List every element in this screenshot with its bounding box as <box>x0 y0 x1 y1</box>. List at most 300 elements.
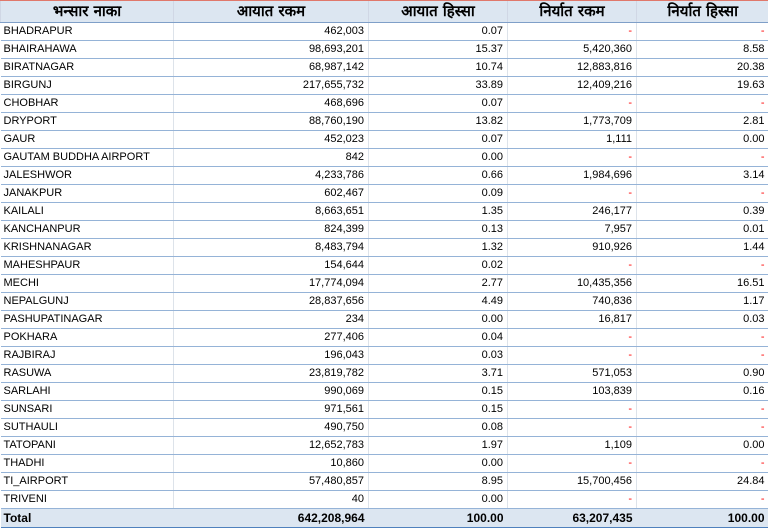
cell-import-amount[interactable] <box>174 401 369 419</box>
customs-point-name: GAUTAM BUDDHA AIRPORT <box>4 151 150 163</box>
table-row <box>1 203 768 221</box>
cell-value: 0.04 <box>482 331 503 343</box>
cell-import-share[interactable] <box>369 131 508 149</box>
cell-value: 3.14 <box>743 169 764 181</box>
cell-import-share[interactable] <box>369 95 508 113</box>
cell-export-amount[interactable] <box>508 383 637 401</box>
table-row <box>1 167 768 185</box>
cell-import-amount[interactable] <box>174 41 369 59</box>
cell-customs-point[interactable] <box>1 41 174 59</box>
cell-export-share[interactable] <box>637 419 768 437</box>
table-row <box>1 293 768 311</box>
cell-import-amount[interactable] <box>174 365 369 383</box>
table-row <box>1 77 768 95</box>
cell-import-amount[interactable] <box>174 149 369 167</box>
cell-export-share[interactable] <box>637 185 768 203</box>
cell-import-amount[interactable] <box>174 473 369 491</box>
cell-value: 33.89 <box>475 79 503 91</box>
cell-import-amount[interactable] <box>174 275 369 293</box>
total-export-amount[interactable]: 63,207,435 <box>508 509 637 528</box>
cell-value: 1.97 <box>482 439 503 451</box>
cell-value: 0.00 <box>482 313 503 325</box>
table-row <box>1 311 768 329</box>
customs-point-name: POKHARA <box>4 331 58 343</box>
table-row <box>1 347 768 365</box>
cell-import-share[interactable] <box>369 491 508 509</box>
cell-value: 196,043 <box>324 349 364 361</box>
cell-value: 19.63 <box>737 79 765 91</box>
header-import-amount[interactable]: आयात रकम <box>174 1 369 23</box>
cell-import-share[interactable] <box>369 311 508 329</box>
cell-value: 28,837,656 <box>309 295 364 307</box>
cell-value: 1,109 <box>604 439 632 451</box>
cell-export-share[interactable] <box>637 311 768 329</box>
cell-import-amount[interactable] <box>174 257 369 275</box>
cell-export-amount[interactable] <box>508 167 637 185</box>
cell-import-share[interactable] <box>369 437 508 455</box>
cell-value: 462,003 <box>324 25 364 37</box>
cell-export-share[interactable] <box>637 491 768 509</box>
cell-value: 842 <box>346 151 364 163</box>
cell-customs-point[interactable] <box>1 203 174 221</box>
cell-export-share[interactable] <box>637 59 768 77</box>
cell-export-amount[interactable] <box>508 473 637 491</box>
cell-value: 571,053 <box>592 367 632 379</box>
cell-import-amount[interactable] <box>174 491 369 509</box>
cell-export-amount[interactable] <box>508 437 637 455</box>
cell-export-amount[interactable] <box>508 113 637 131</box>
cell-value: 246,177 <box>592 205 632 217</box>
cell-value: 8.95 <box>482 475 503 487</box>
cell-import-share[interactable] <box>369 293 508 311</box>
cell-customs-point[interactable] <box>1 131 174 149</box>
total-import-share[interactable]: 100.00 <box>369 509 508 528</box>
customs-point-name: PASHUPATINAGAR <box>4 313 103 325</box>
cell-customs-point[interactable] <box>1 329 174 347</box>
cell-value: 3.71 <box>482 367 503 379</box>
customs-point-name: DRYPORT <box>4 115 57 127</box>
cell-customs-point[interactable] <box>1 491 174 509</box>
header-row <box>1 1 768 23</box>
cell-export-amount[interactable] <box>508 23 637 41</box>
cell-export-amount[interactable] <box>508 59 637 77</box>
customs-point-name: RASUWA <box>4 367 52 379</box>
cell-export-share[interactable] <box>637 293 768 311</box>
customs-point-name: KRISHNANAGAR <box>4 241 92 253</box>
table-row <box>1 473 768 491</box>
cell-value: 16.51 <box>737 277 765 289</box>
cell-value: 8,483,794 <box>315 241 364 253</box>
cell-value: 0.90 <box>743 367 764 379</box>
customs-point-name: NEPALGUNJ <box>4 295 69 307</box>
cell-import-share[interactable] <box>369 329 508 347</box>
table-row <box>1 113 768 131</box>
cell-value: 0.09 <box>482 187 503 199</box>
table-row <box>1 491 768 509</box>
cell-export-amount[interactable] <box>508 347 637 365</box>
table-row <box>1 383 768 401</box>
cell-value: 910,926 <box>592 241 632 253</box>
cell-value: - <box>761 457 765 469</box>
cell-value: - <box>761 259 765 271</box>
cell-value: 2.77 <box>482 277 503 289</box>
cell-export-share[interactable] <box>637 77 768 95</box>
header-export-share[interactable]: निर्यात हिस्सा <box>637 1 768 23</box>
cell-customs-point[interactable] <box>1 23 174 41</box>
table-row <box>1 185 768 203</box>
cell-value: 13.82 <box>475 115 503 127</box>
cell-import-share[interactable] <box>369 59 508 77</box>
cell-import-amount[interactable] <box>174 167 369 185</box>
cell-value: - <box>628 151 632 163</box>
cell-value: - <box>761 421 765 433</box>
cell-export-share[interactable] <box>637 113 768 131</box>
cell-import-amount[interactable] <box>174 311 369 329</box>
cell-value: 154,644 <box>324 259 364 271</box>
cell-export-share[interactable] <box>637 437 768 455</box>
cell-import-share[interactable] <box>369 419 508 437</box>
header-export-amount[interactable]: निर्यात रकम <box>508 1 637 23</box>
cell-export-share[interactable] <box>637 329 768 347</box>
customs-point-name: MECHI <box>4 277 39 289</box>
cell-value: - <box>628 421 632 433</box>
table-row <box>1 239 768 257</box>
cell-value: 0.00 <box>482 457 503 469</box>
cell-import-amount[interactable] <box>174 131 369 149</box>
cell-export-share[interactable] <box>637 131 768 149</box>
customs-point-name: TATOPANI <box>4 439 56 451</box>
cell-import-amount[interactable] <box>174 203 369 221</box>
cell-value: 602,467 <box>324 187 364 199</box>
cell-customs-point[interactable] <box>1 401 174 419</box>
cell-customs-point[interactable] <box>1 149 174 167</box>
cell-value: 0.01 <box>743 223 764 235</box>
cell-import-share[interactable] <box>369 401 508 419</box>
cell-value: 17,774,094 <box>309 277 364 289</box>
cell-customs-point[interactable] <box>1 185 174 203</box>
cell-value: 452,023 <box>324 133 364 145</box>
cell-export-share[interactable] <box>637 167 768 185</box>
cell-value: 0.02 <box>482 259 503 271</box>
customs-point-name: BIRGUNJ <box>4 79 52 91</box>
cell-export-amount[interactable] <box>508 311 637 329</box>
customs-point-name: RAJBIRAJ <box>4 349 56 361</box>
cell-export-amount[interactable] <box>508 419 637 437</box>
customs-point-name: BHADRAPUR <box>4 25 73 37</box>
table-row <box>1 59 768 77</box>
cell-import-share[interactable] <box>369 203 508 221</box>
cell-customs-point[interactable] <box>1 473 174 491</box>
table-row <box>1 437 768 455</box>
cell-import-amount[interactable] <box>174 23 369 41</box>
cell-value: 0.13 <box>482 223 503 235</box>
cell-value: 971,561 <box>324 403 364 415</box>
table-row <box>1 365 768 383</box>
cell-value: - <box>628 97 632 109</box>
cell-customs-point[interactable] <box>1 257 174 275</box>
cell-value: - <box>628 25 632 37</box>
header-customs-point[interactable]: भन्सार नाका <box>1 1 174 23</box>
cell-value: - <box>761 349 765 361</box>
cell-export-amount[interactable] <box>508 365 637 383</box>
cell-customs-point[interactable] <box>1 311 174 329</box>
table-row <box>1 257 768 275</box>
cell-value: 990,069 <box>324 385 364 397</box>
cell-value: 16,817 <box>598 313 632 325</box>
cell-export-share[interactable] <box>637 239 768 257</box>
cell-export-amount[interactable] <box>508 275 637 293</box>
table-row <box>1 23 768 41</box>
cell-export-amount[interactable] <box>508 401 637 419</box>
table-row <box>1 131 768 149</box>
cell-import-share[interactable] <box>369 275 508 293</box>
cell-import-amount[interactable] <box>174 59 369 77</box>
cell-export-amount[interactable] <box>508 455 637 473</box>
customs-point-name: CHOBHAR <box>4 97 59 109</box>
cell-import-share[interactable] <box>369 221 508 239</box>
customs-point-name: BIRATNAGAR <box>4 61 75 73</box>
cell-import-amount[interactable] <box>174 77 369 95</box>
cell-value: 24.84 <box>737 475 765 487</box>
cell-import-amount[interactable] <box>174 221 369 239</box>
cell-customs-point[interactable] <box>1 95 174 113</box>
cell-export-share[interactable] <box>637 401 768 419</box>
cell-import-share[interactable] <box>369 257 508 275</box>
cell-value: 0.08 <box>482 421 503 433</box>
cell-import-amount[interactable] <box>174 95 369 113</box>
cell-value: 0.07 <box>482 97 503 109</box>
cell-import-share[interactable] <box>369 365 508 383</box>
cell-export-share[interactable] <box>637 473 768 491</box>
cell-value: 10.74 <box>475 61 503 73</box>
cell-export-amount[interactable] <box>508 95 637 113</box>
cell-export-amount[interactable] <box>508 491 637 509</box>
customs-point-name: SUTHAULI <box>4 421 58 433</box>
cell-import-share[interactable] <box>369 347 508 365</box>
cell-customs-point[interactable] <box>1 347 174 365</box>
cell-value: 0.03 <box>743 313 764 325</box>
cell-customs-point[interactable] <box>1 221 174 239</box>
cell-export-share[interactable] <box>637 455 768 473</box>
cell-value: - <box>761 97 765 109</box>
cell-value: 217,655,732 <box>303 79 364 91</box>
table-row <box>1 329 768 347</box>
cell-export-share[interactable] <box>637 365 768 383</box>
cell-customs-point[interactable] <box>1 113 174 131</box>
cell-value: 1,111 <box>606 133 632 145</box>
cell-import-share[interactable] <box>369 383 508 401</box>
cell-value: 88,760,190 <box>309 115 364 127</box>
cell-value: 490,750 <box>324 421 364 433</box>
cell-export-share[interactable] <box>637 275 768 293</box>
cell-import-share[interactable] <box>369 455 508 473</box>
cell-customs-point[interactable] <box>1 167 174 185</box>
cell-value: 277,406 <box>324 331 364 343</box>
customs-point-name: JALESHWOR <box>4 169 72 181</box>
total-row <box>1 509 768 528</box>
total-export-share[interactable]: 100.00 <box>637 509 768 528</box>
cell-value: 4.49 <box>482 295 503 307</box>
cell-import-share[interactable] <box>369 149 508 167</box>
cell-value: 0.00 <box>482 493 503 505</box>
customs-point-name: TI_AIRPORT <box>4 475 69 487</box>
cell-value: 5,420,360 <box>583 43 632 55</box>
cell-value: 0.00 <box>743 439 764 451</box>
cell-customs-point[interactable] <box>1 455 174 473</box>
cell-value: 8,663,651 <box>315 205 364 217</box>
cell-value: - <box>628 457 632 469</box>
customs-point-name: MAHESHPAUR <box>4 259 81 271</box>
cell-value: 0.15 <box>482 385 503 397</box>
cell-value: 824,399 <box>324 223 364 235</box>
cell-import-share[interactable] <box>369 77 508 95</box>
cell-value: 103,839 <box>592 385 632 397</box>
cell-export-amount[interactable] <box>508 257 637 275</box>
cell-customs-point[interactable] <box>1 77 174 95</box>
cell-value: 23,819,782 <box>309 367 364 379</box>
cell-value: 0.39 <box>743 205 764 217</box>
cell-import-amount[interactable] <box>174 113 369 131</box>
cell-export-amount[interactable] <box>508 131 637 149</box>
cell-export-share[interactable] <box>637 383 768 401</box>
customs-point-name: BHAIRAHAWA <box>4 43 77 55</box>
cell-import-amount[interactable] <box>174 347 369 365</box>
cell-value: 1,984,696 <box>583 169 632 181</box>
cell-value: 0.00 <box>482 151 503 163</box>
cell-export-share[interactable] <box>637 257 768 275</box>
cell-value: 0.00 <box>743 133 764 145</box>
cell-customs-point[interactable] <box>1 293 174 311</box>
cell-export-share[interactable] <box>637 203 768 221</box>
cell-value: 0.03 <box>482 349 503 361</box>
cell-value: 12,409,216 <box>577 79 632 91</box>
cell-import-amount[interactable] <box>174 419 369 437</box>
cell-export-amount[interactable] <box>508 41 637 59</box>
cell-value: - <box>761 25 765 37</box>
header-import-share[interactable]: आयात हिस्सा <box>369 1 508 23</box>
cell-value: 0.16 <box>743 385 764 397</box>
cell-export-amount[interactable] <box>508 293 637 311</box>
cell-export-amount[interactable] <box>508 329 637 347</box>
cell-export-amount[interactable] <box>508 77 637 95</box>
cell-value: 2.81 <box>743 115 764 127</box>
cell-customs-point[interactable] <box>1 437 174 455</box>
table-row <box>1 455 768 473</box>
cell-value: - <box>761 493 765 505</box>
cell-value: 0.15 <box>482 403 503 415</box>
cell-import-amount[interactable] <box>174 293 369 311</box>
cell-import-share[interactable] <box>369 167 508 185</box>
cell-value: - <box>761 331 765 343</box>
cell-customs-point[interactable] <box>1 419 174 437</box>
cell-value: 234 <box>346 313 364 325</box>
cell-customs-point[interactable] <box>1 275 174 293</box>
cell-import-amount[interactable] <box>174 185 369 203</box>
cell-value: 12,883,816 <box>577 61 632 73</box>
cell-value: - <box>628 349 632 361</box>
table-row <box>1 275 768 293</box>
cell-value: 15.37 <box>475 43 503 55</box>
cell-value: 12,652,783 <box>309 439 364 451</box>
cell-value: 4,233,786 <box>315 169 364 181</box>
cell-value: 0.07 <box>482 25 503 37</box>
customs-point-name: KAILALI <box>4 205 44 217</box>
cell-export-share[interactable] <box>637 95 768 113</box>
cell-value: 468,696 <box>324 97 364 109</box>
cell-customs-point[interactable] <box>1 383 174 401</box>
table-row <box>1 95 768 113</box>
cell-value: - <box>628 331 632 343</box>
customs-point-name: SUNSARI <box>4 403 53 415</box>
cell-export-amount[interactable] <box>508 149 637 167</box>
table-body <box>1 23 768 509</box>
customs-point-name: TRIVENI <box>4 493 47 505</box>
cell-export-amount[interactable] <box>508 185 637 203</box>
cell-value: 8.58 <box>743 43 764 55</box>
cell-value: 740,836 <box>592 295 632 307</box>
cell-value: 20.38 <box>737 61 765 73</box>
cell-value: 68,987,142 <box>309 61 364 73</box>
cell-value: - <box>761 403 765 415</box>
cell-export-share[interactable] <box>637 23 768 41</box>
cell-export-share[interactable] <box>637 149 768 167</box>
cell-value: 57,480,857 <box>309 475 364 487</box>
customs-point-name: JANAKPUR <box>4 187 63 199</box>
cell-customs-point[interactable] <box>1 239 174 257</box>
customs-point-name: SARLAHI <box>4 385 51 397</box>
cell-value: 98,693,201 <box>309 43 364 55</box>
cell-import-share[interactable] <box>369 239 508 257</box>
cell-import-amount[interactable] <box>174 383 369 401</box>
total-import-amount[interactable]: 642,208,964 <box>174 509 369 528</box>
table-row <box>1 149 768 167</box>
cell-export-amount[interactable] <box>508 203 637 221</box>
cell-import-amount[interactable] <box>174 329 369 347</box>
table-row <box>1 401 768 419</box>
cell-value: 15,700,456 <box>577 475 632 487</box>
cell-export-amount[interactable] <box>508 221 637 239</box>
cell-export-share[interactable] <box>637 221 768 239</box>
cell-value: 1.17 <box>743 295 764 307</box>
cell-export-share[interactable] <box>637 347 768 365</box>
cell-export-amount[interactable] <box>508 239 637 257</box>
cell-import-amount[interactable] <box>174 239 369 257</box>
cell-import-share[interactable] <box>369 185 508 203</box>
cell-import-amount[interactable] <box>174 455 369 473</box>
cell-value: 0.07 <box>482 133 503 145</box>
table-row <box>1 221 768 239</box>
cell-value: - <box>628 259 632 271</box>
table-row <box>1 41 768 59</box>
cell-import-share[interactable] <box>369 473 508 491</box>
cell-import-amount[interactable] <box>174 437 369 455</box>
customs-point-name: THADHI <box>4 457 45 469</box>
cell-customs-point[interactable] <box>1 59 174 77</box>
cell-value: 1.32 <box>482 241 503 253</box>
cell-value: - <box>628 493 632 505</box>
cell-value: 1,773,709 <box>583 115 632 127</box>
cell-value: - <box>761 151 765 163</box>
cell-import-share[interactable] <box>369 113 508 131</box>
total-label[interactable]: Total <box>1 509 174 528</box>
cell-customs-point[interactable] <box>1 365 174 383</box>
cell-import-share[interactable] <box>369 41 508 59</box>
cell-export-share[interactable] <box>637 41 768 59</box>
cell-value: 1.35 <box>482 205 503 217</box>
cell-import-share[interactable] <box>369 23 508 41</box>
cell-value: - <box>761 187 765 199</box>
customs-point-name: GAUR <box>4 133 36 145</box>
